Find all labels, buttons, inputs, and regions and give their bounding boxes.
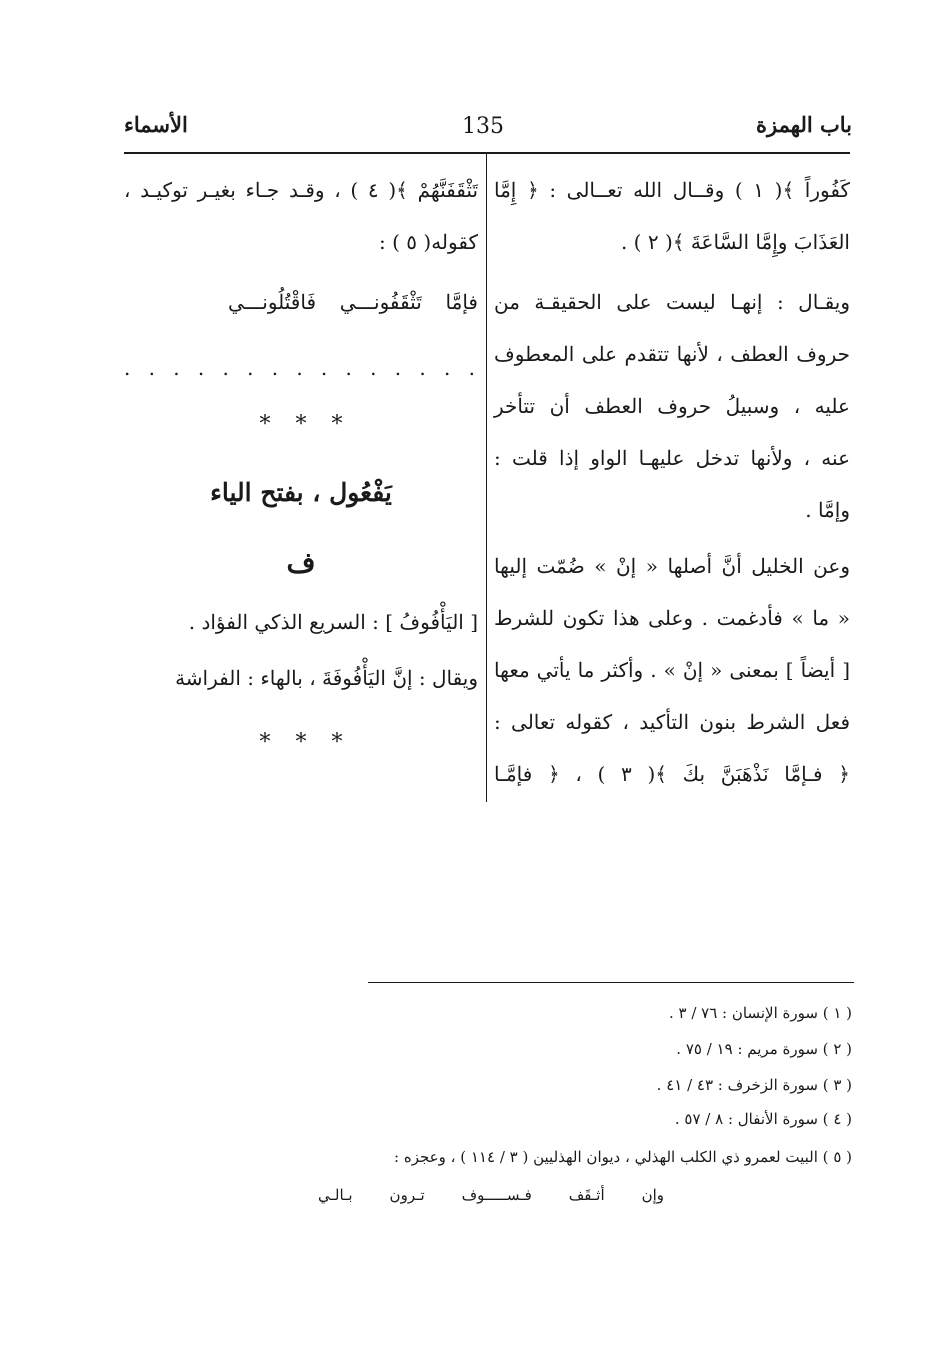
footnote-rule (368, 982, 854, 983)
footnote: ( ١ ) سورة الإنسان : ٧٦ / ٣ . (668, 1004, 852, 1022)
ellipsis-line: . . . . . . . . . . . . . . . (124, 356, 478, 380)
text-line: كقوله( ٥ ) : (379, 230, 478, 254)
text-line: حروف العطف ، لأنها تتقدم على المعطوف (494, 342, 850, 366)
header-rule (124, 152, 850, 154)
text-line: « ما » فأدغمت . وعلى هذا تكون للشرط (494, 606, 850, 630)
chapter-title: باب الهمزة (756, 112, 852, 137)
text-line: وإمَّا . (805, 498, 850, 522)
text-line: وعن الخليل أنَّ أصلها « إنْ » ضُمّت إليها (494, 554, 850, 578)
letter-heading: ف (286, 546, 316, 579)
text-line: تَثْقَفَنَّهُمْ ﴾( ٤ ) ، وقـد جـاء بغيـر توكيـد ، (124, 178, 479, 202)
footnote-verse: وإن أثـقَف فـســـــوف تـرون بـالـي (318, 1186, 664, 1204)
text-line: فعل الشرط بنون التأكيد ، كقوله تعالى : (494, 710, 850, 734)
entry-heading: يَفْعُول ، بفتح الياء (210, 478, 392, 507)
column-divider (486, 154, 487, 802)
text-line: [ أيضاً ] بمعنى « إنْ » . وأكثر ما يأتي معها (494, 658, 850, 682)
footnote: ( ٢ ) سورة مريم : ١٩ / ٧٥ . (676, 1040, 852, 1058)
page-number: 135 (462, 114, 504, 139)
verse-line: فإمَّا تَثْقَفُونـــي فَاقْتُلُونـــي (228, 290, 478, 314)
footnote: ( ٥ ) البيت لعمرو ذي الكلب الهذلي ، ديوان الهذليين ( ٣ / ١١٤ ) ، وعجزه : (394, 1148, 852, 1166)
footnote: ( ٣ ) سورة الزخرف : ٤٣ / ٤١ . (656, 1076, 852, 1094)
text-line: ويقال : إنَّ اليَأْفُوفَةَ ، بالهاء : الفراشة (175, 666, 478, 690)
footnote: ( ٤ ) سورة الأنفال : ٨ / ٥٧ . (674, 1110, 852, 1128)
section-separator: * * * (259, 730, 343, 755)
text-line: العَذَابَ وإِمَّا السَّاعَةَ ﴾( ٢ ) . (620, 230, 850, 254)
text-line: [ اليَأْفُوفُ ] : السريع الذكي الفؤاد . (188, 610, 478, 634)
text-line: ﴿ فـإمَّا نَذْهَبَنَّ بكَ ﴾( ٣ ) ، ﴿ فإمَّـا (494, 762, 851, 786)
section-separator: * * * (259, 412, 343, 437)
text-line: عليه ، وسبيلُ حروف العطف أن تتأخر (494, 394, 850, 418)
section-title: الأسماء (124, 112, 188, 137)
text-line: ويقـال : إنهـا ليست على الحقيقـة من (494, 290, 850, 314)
text-line: عنه ، ولأنها تدخل عليهـا الواو إذا قلت : (494, 446, 850, 470)
text-line: كَفُوراً ﴾( ١ ) وقــال الله تعــالى : ﴿ إِمَّا (494, 178, 850, 202)
